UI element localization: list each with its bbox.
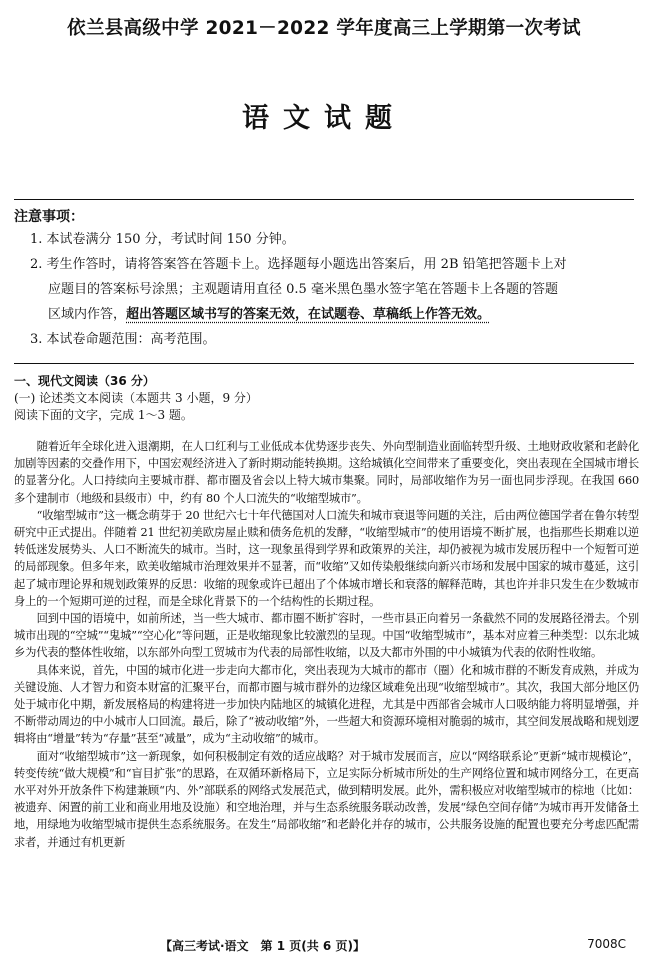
notice-item-2-prefix: 区域内作答， xyxy=(48,307,127,322)
notice-item-2-line-1: 2. 考生作答时，请将答案答在答题卡上。选择题每小题选出答案后，用 2B 铅笔把答题卡上对 xyxy=(30,257,567,272)
passage-paragraph: 面对“收缩型城市”这一新现象，如何积极制定有效的适应战略？对于城市发展而言，应以“网络联系论”更新“城市规模论”，转变传统“做大规模”和“盲目扩张”的思路，在双循环新格局下，立足实际分析城市所处的生产网络位置和城市网络分工，在更高水平对外开放条件下构建兼顾“内、外”部联系的网络式发展范式，做到精明发展。此外，需积极应对收缩型城市的棕地（比如：被遗弃、闲置的前工业和商业用地及设施）和空地治理，并与生态系统服务联动改善，发展“绿色空间存储”为城市再开发储备土地，用绿地为收缩型城市提供生态系统服务。在发生“局部收缩”和老龄化并存的城市，公共服务设施的配置也要充分考虑匹配需求者，并通过有机更新 xyxy=(14,749,639,849)
subject-title: 语文试题 xyxy=(242,103,406,134)
notice-top-rule xyxy=(14,199,634,200)
notice-item-2-line-3 xyxy=(30,302,630,327)
notice-heading: 注意事项： xyxy=(14,209,84,225)
passage-paragraph: 随着近年全球化进入退潮期，在人口红利与工业低成本优势逐步丧失、外向型制造业面临转型升级、土地财政收紧和老龄化加剧等因素的交叠作用下，中国宏观经济进入了新时期动能转换期。这给城镇化空间带来了重要变化，突出表现在全国城市增长的显著分化。人口持续向主要城市群、都市圈及省会以上特大城市集聚。同时，局部收缩作为另一面也同步浮现。在我国 660 多个建制市（地级和县级市）中，约有 80 个人口流失的“收缩型城市”。 xyxy=(14,440,639,505)
reading-passage xyxy=(14,438,639,926)
passage-paragraph: “收缩型城市”这一概念萌芽于 20 世纪六七十年代德国对人口流失和城市衰退等问题的关注，后由两位德国学者在鲁尔转型研究中正式提出。伴随着 21 世纪初美欧房屋止赎和债务危机的发酵，“收缩型城市”的使用语境不断扩展，也指那些长期难以逆转低迷发展势头、人口不断流失的城市。当时，这一现象虽得到学界和政策界的关注，却仍被视为城市发展历程中一个短暂可逆的局部现象。但多年来，欧美收缩城市治理效果并不显著，而“收缩”又如传染般继续向新兴市场和发展中国家的城市蔓延，这引起了城市理论界和规划政策界的反思：收缩的现象或许已超出了个体城市增长和衰落的解释范畴，其也许并非只发生在少数城市身上的一个短期可逆的过程，而是全球化背景下的一个结构性的长期过程。 xyxy=(14,508,639,608)
notice-list xyxy=(30,227,630,352)
notice-item-3: 3. 本试卷命题范围：高考范围。 xyxy=(30,332,216,347)
passage-paragraph: 具体来说，首先，中国的城市化进一步走向大都市化，突出表现为大城市的都市（圈）化和城市群的不断发育成熟，并成为关键设施、人才智力和资本财富的汇聚平台，而都市圈与城市群外的边缘区域难免出现“收缩型城市”。其次，我国大部分地区仍处于城市化中期，新发展格局的构建将进一步加快内陆地区的城镇化进程，尤其是中西部省会城市人口吸纳能力将明显增强，并不断带动周边的中小城市人口回流。最后，除了“被动收缩”外，一些超大和资源环境相对脆弱的城市，其空间发展战略和规划逻辑将由“增量”转为“存量”甚至“减量”，成为“主动收缩”的城市。 xyxy=(14,663,639,746)
notice-item-2-line-2: 应题目的答案标号涂黑；主观题请用直径 0.5 毫米黑色墨水签字笔在答题卡上各题的答题 xyxy=(48,282,558,297)
notice-item-1: 1. 本试卷满分 150 分，考试时间 150 分钟。 xyxy=(30,232,295,247)
exam-title: 依兰县高级中学 2021－2022 学年度高三上学期第一次考试 xyxy=(67,18,581,39)
notice-emphasis: 超出答题区域书写的答案无效，在试题卷、草稿纸上作答无效。 xyxy=(126,307,491,322)
notice-bottom-rule xyxy=(14,363,634,364)
passage-paragraph: 回到中国的语境中，如前所述，当一些大城市、都市圈不断扩容时，一些市县正向着另一条截然不同的发展路径滑去。个别城市出现的“空城”“鬼城”“空心化”等问题，正是收缩现象比较激烈的呈现。中国“收缩型城市”，基本对应着三种类型：以东北城乡为代表的整体性收缩，以东部外向型工贸城市为代表的局部性收缩，以及大都市外围的中小城镇为代表的依附性收缩。 xyxy=(14,612,639,660)
subsection-heading: (一) 论述类文本阅读（本题共 3 小题，9 分） xyxy=(14,391,258,405)
footer-code: 7008C xyxy=(587,937,626,951)
reading-instruction: 阅读下面的文字，完成 1～3 题。 xyxy=(14,408,193,422)
footer-page-info: 【高三考试·语文 第 1 页(共 6 页)】 xyxy=(160,939,365,953)
section-heading: 一、现代文阅读（36 分） xyxy=(14,374,155,388)
